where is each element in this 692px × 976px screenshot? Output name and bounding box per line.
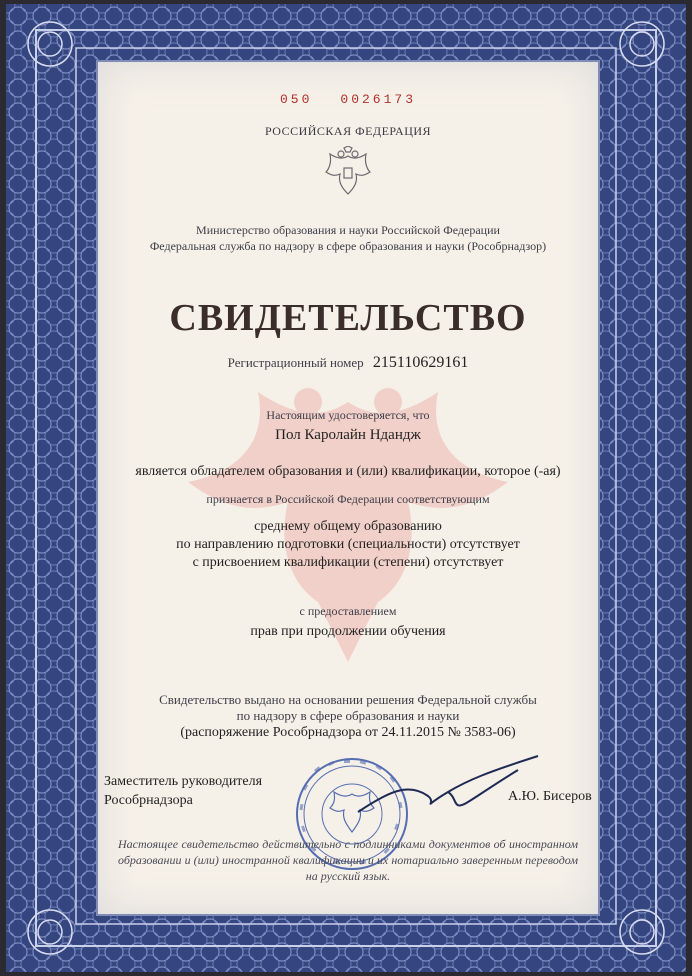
basis-line-1: Свидетельство выдано на основании решения Федеральной службы — [159, 692, 537, 707]
ministry-line-2: Федеральная служба по надзору в сфере образования и науки (Рособрнадзор) — [149, 239, 547, 253]
order-reference: (распоряжение Рособрнадзора от 24.11.2015 № 3583-06) — [180, 725, 516, 740]
validity-note: Настоящее свидетельство действительно с подлинниками документов об иностранном образовании и (или) иностранной квалификации и их нотариально заверенным переводом на русский язык. — [118, 837, 578, 883]
ministry-line-1: Министерство образования и науки Российской Федерации — [196, 223, 500, 237]
coat-of-arms-emblem-icon — [324, 146, 372, 196]
ministry-heading — [98, 222, 598, 254]
holder-name: Пол Каролайн Ндандж — [275, 427, 421, 443]
serial-number — [98, 92, 598, 107]
signatory-title — [104, 772, 262, 810]
signatory-name: А.Ю. Бисеров — [508, 789, 592, 804]
country-name: РОССИЙСКАЯ ФЕДЕРАЦИЯ — [264, 124, 432, 138]
rights-text: прав при продолжении обучения — [250, 624, 446, 639]
document-title: СВИДЕТЕЛЬСТВО — [169, 297, 527, 339]
provision-text: с предоставлением — [299, 604, 397, 618]
education-level — [98, 518, 598, 572]
registration-value: 215110629161 — [372, 354, 469, 371]
basis-line-2: по надзору в сфере образования и науки — [236, 708, 460, 723]
issuance-basis — [98, 692, 598, 724]
holder-statement: является обладателем образования и (или) квалификации, которое (-ая) — [135, 464, 561, 479]
certificate-sheet — [6, 4, 686, 972]
signatory-title-line-1: Заместитель руководителя — [104, 774, 263, 789]
certify-text: Настоящим удостоверяется, что — [266, 408, 430, 422]
education-line-1: среднему общему образованию — [254, 519, 442, 534]
education-line-3: с присвоением квалификации (степени) отсутствует — [192, 555, 504, 570]
serial-series: 050 — [279, 92, 313, 107]
recognition-text: признается в Российской Федерации соответствующим — [206, 492, 490, 506]
registration-number — [98, 354, 598, 372]
education-line-2: по направлению подготовки (специальности) отсутствует — [176, 537, 520, 552]
serial-digits: 0026173 — [340, 92, 416, 107]
signatory-title-line-2: Рособрнадзора — [104, 793, 193, 808]
certificate-body — [96, 60, 600, 916]
registration-label: Регистрационный номер — [227, 355, 364, 370]
